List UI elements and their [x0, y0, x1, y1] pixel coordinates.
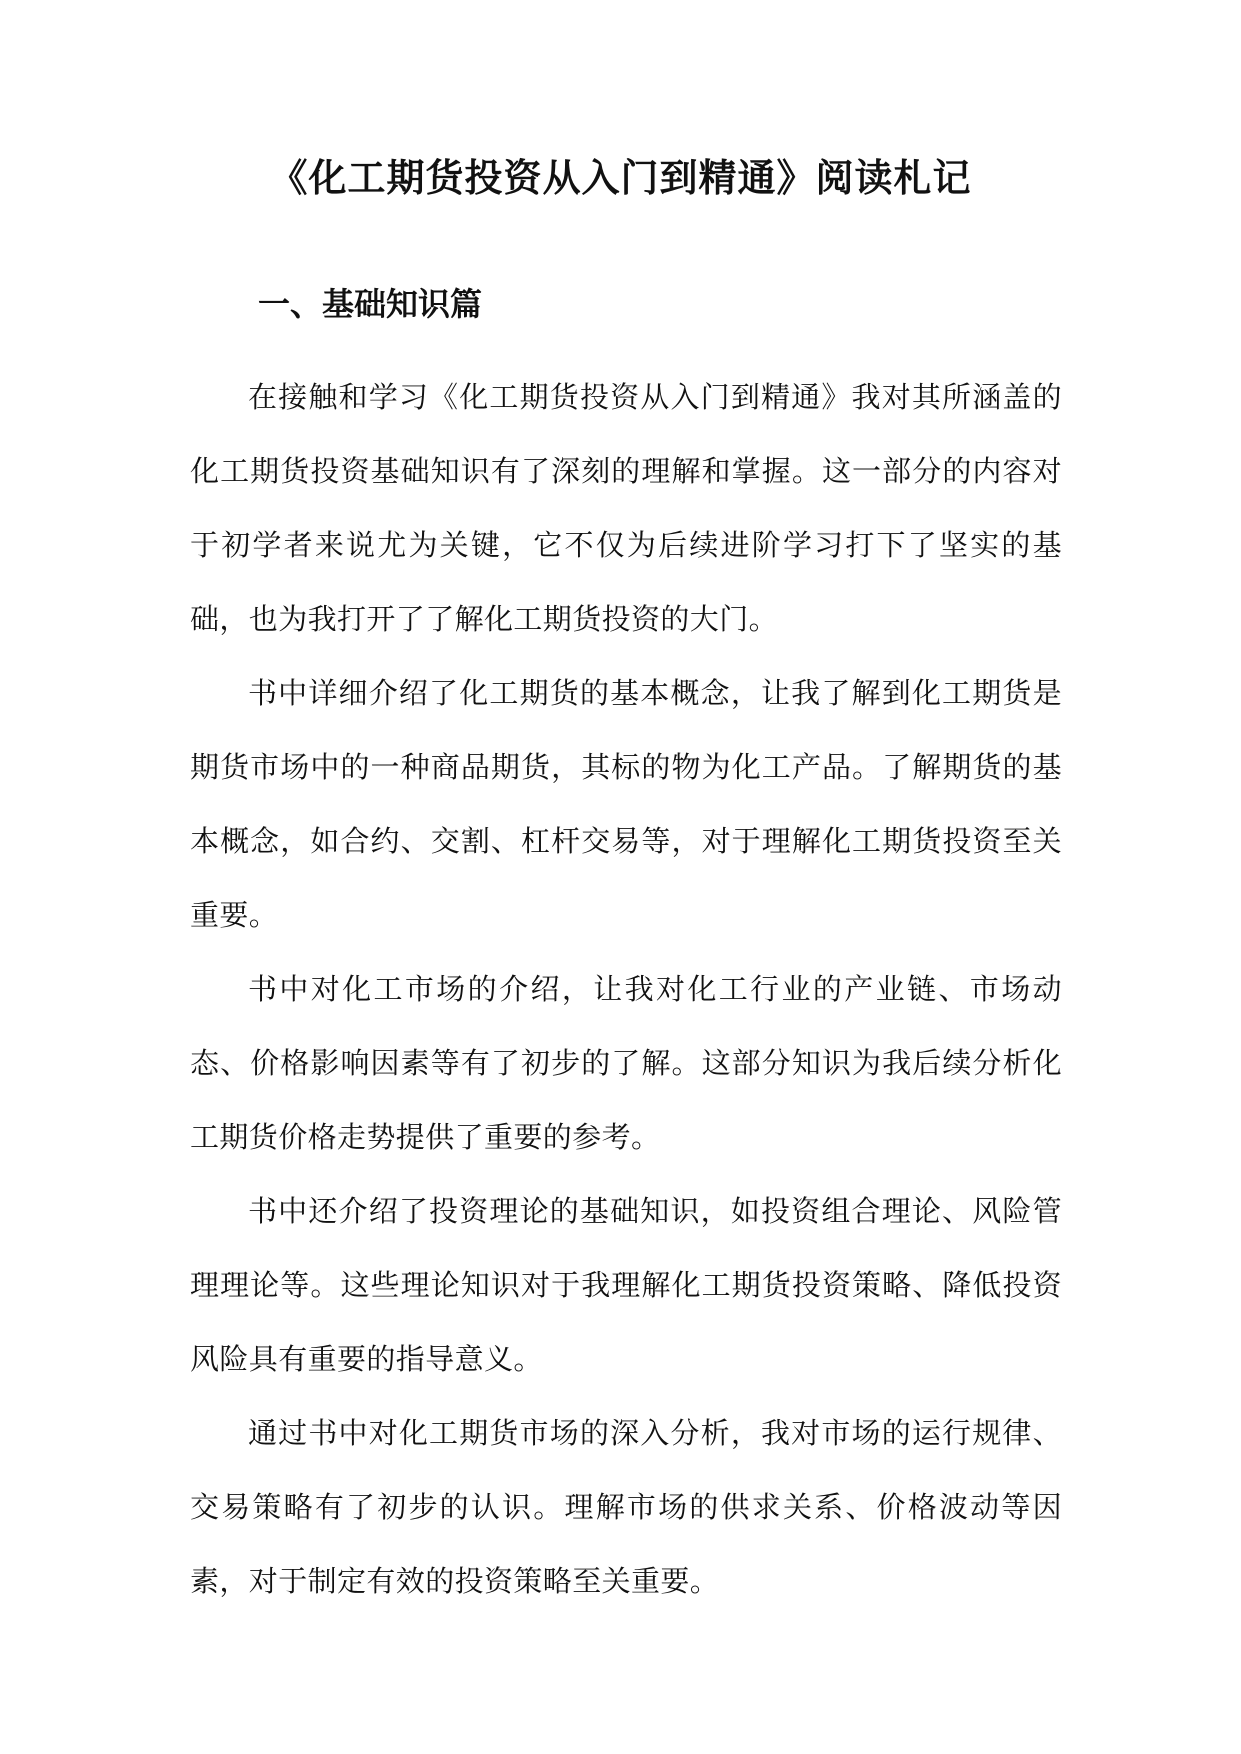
- body-text: [190, 360, 1062, 1618]
- paragraph: 书中详细介绍了化工期货的基本概念，让我了解到化工期货是期货市场中的一种商品期货，其标的物为化工产品。了解期货的基本概念，如合约、交割、杠杆交易等，对于理解化工期货投资至关重要。: [190, 676, 1062, 932]
- section-heading: 一、基础知识篇: [258, 285, 483, 323]
- document-title: 《化工期货投资从入门到精通》阅读札记: [269, 155, 972, 200]
- paragraph: 通过书中对化工期货市场的深入分析，我对市场的运行规律、交易策略有了初步的认识。理解市场的供求关系、价格波动等因素，对于制定有效的投资策略至关重要。: [190, 1416, 1062, 1598]
- paragraph: 书中还介绍了投资理论的基础知识，如投资组合理论、风险管理理论等。这些理论知识对于我理解化工期货投资策略、降低投资风险具有重要的指导意义。: [190, 1194, 1062, 1376]
- paragraph: 书中对化工市场的介绍，让我对化工行业的产业链、市场动态、价格影响因素等有了初步的了解。这部分知识为我后续分析化工期货价格走势提供了重要的参考。: [190, 972, 1062, 1154]
- paragraph: 在接触和学习《化工期货投资从入门到精通》我对其所涵盖的化工期货投资基础知识有了深刻的理解和掌握。这一部分的内容对于初学者来说尤为关键，它不仅为后续进阶学习打下了坚实的基础，也为我打开了了解化工期货投资的大门。: [190, 380, 1062, 636]
